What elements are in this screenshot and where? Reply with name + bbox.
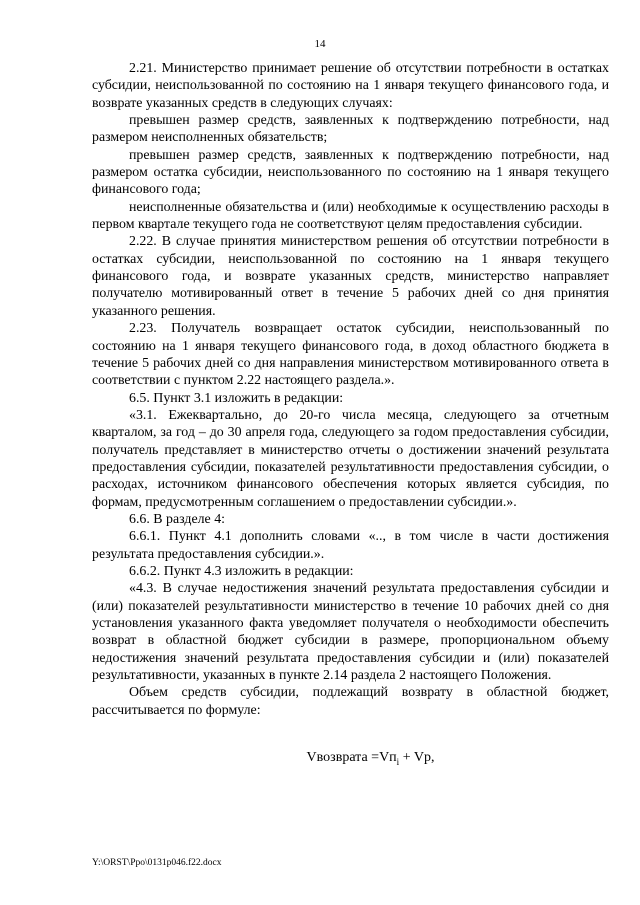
paragraph-6-5: 6.5. Пункт 3.1 изложить в редакции: <box>129 390 344 406</box>
paragraph-6-6-1: 6.6.1. Пункт 4.1 дополнить словами «.., в том числе в части достижения результата предоставления субсидии.». <box>92 529 609 562</box>
page-number: 14 <box>314 38 326 50</box>
paragraph-2-21: 2.21. Министерство принимает решение об отсутствии потребности в остатках субсидии, неиспользованной по состоянию на 1 января текущего финансового года, и возврате указанных средств в следующих случаях: <box>92 61 609 111</box>
paragraph-case-1: превышен размер средств, заявленных к подтверждению потребности, над размером неисполненных обязательств; <box>92 113 609 146</box>
paragraph-3-1: «3.1. Ежеквартально, до 20-го числа месяца, следующего за отчетным кварталом, за год – до 30 апреля года, следующего за годом предоставления субсидии, получатель представляет в министерство отчеты о достижении значений результата предоставления субсидии, показателей результативности предоставления субсидии, о расходах, источником финансового обеспечения которых является субсидия, по формам, предусмотренным соглашением о предоставлении субсидии.». <box>92 407 609 510</box>
paragraph-formula-intro: Объем средств субсидии, подлежащий возврату в областной бюджет, рассчитывается по формуле: <box>92 685 609 718</box>
formula-subscript: i <box>396 756 400 767</box>
paragraph-2-23: 2.23. Получатель возвращает остаток субсидии, неиспользованный по состоянию на 1 января текущего финансового года, в доход областного бюджета в течение 5 рабочих дней со дня направления министерством мотивированного ответа в соответствии с пунктом 2.22 настоящего раздела.». <box>92 321 609 389</box>
paragraph-6-6: 6.6. В разделе 4: <box>129 511 225 527</box>
paragraph-4-3: «4.3. В случае недостижения значений результата предоставления субсидии и (или) показателей результативности министерство в течение 10 рабочих дней со дня установления указанного факта уведомляет получателя о необходимости обеспечить возврат в областной бюджет субсидии в размере, пропорциональном объему недостижения значений результата предоставления субсидии и (или) показателей результативности, указанных в пункте 2.14 раздела 2 настоящего Положения. <box>92 581 609 684</box>
document-body <box>92 60 609 771</box>
paragraph-case-2: превышен размер средств, заявленных к подтверждению потребности, над размером остатка субсидии, неиспользованного по состоянию на 1 января текущего финансового года; <box>92 147 609 198</box>
formula <box>92 749 609 771</box>
paragraph-2-22: 2.22. В случае принятия министерством решения об отсутствии потребности в остатках субсидии, неиспользованной по состоянию на 1 января текущего финансового года, и возврате указанных средств, министерство направляет получателю мотивированный ответ в течение 5 рабочих дней со дня принятия указанного решения. <box>92 234 609 319</box>
paragraph-case-3: неисполненные обязательства и (или) необходимые к осуществлению расходы в первом квартале текущего года не соответствуют целям предоставления субсидии. <box>92 199 609 233</box>
paragraph-6-6-2: 6.6.2. Пункт 4.3 изложить в редакции: <box>129 563 354 579</box>
formula-lhs: Vвозврата =Vп <box>306 750 397 766</box>
footer-file-path: Y:\ORST\Ppo\0131p046.f22.docx <box>92 858 222 868</box>
formula-rhs: + Vр, <box>399 750 435 766</box>
